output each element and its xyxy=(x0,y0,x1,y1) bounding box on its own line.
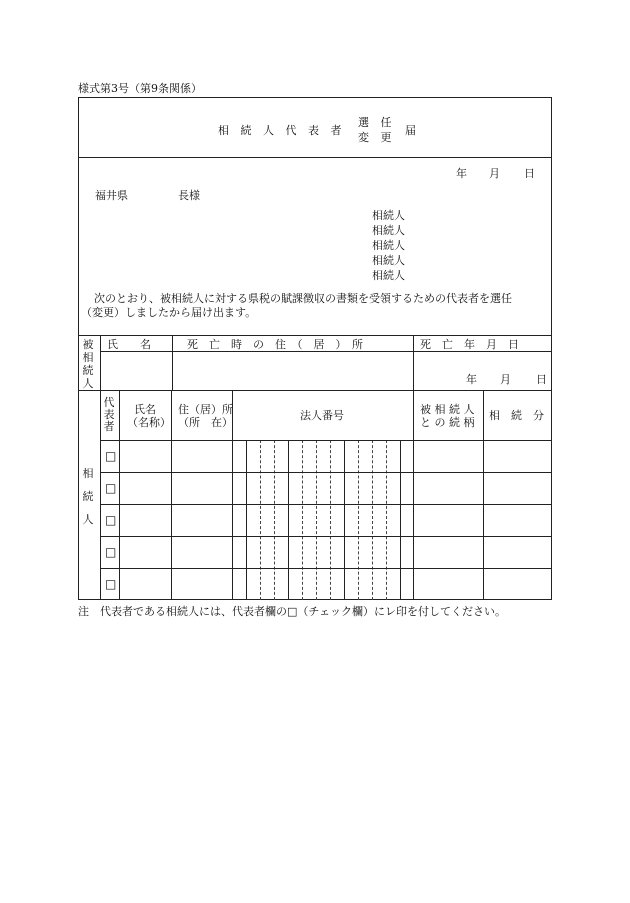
relation-header-line2: と の 続 柄 xyxy=(420,416,475,429)
row-divider xyxy=(100,440,552,441)
date-month: 月 xyxy=(489,167,500,180)
rep-header: 代 表 者 xyxy=(103,396,115,433)
representative-checkbox[interactable]: □ xyxy=(105,545,117,559)
corp-digit-divider xyxy=(372,440,373,600)
date-year: 年 xyxy=(456,167,467,180)
deceased-name-header: 氏 名 xyxy=(107,338,151,351)
deceased-name-field[interactable] xyxy=(101,352,171,389)
corp-digit-divider xyxy=(358,440,359,600)
corp-digit-divider xyxy=(302,440,303,600)
title-option-change: 変 更 xyxy=(358,131,396,144)
title-suffix: 届 xyxy=(405,124,416,137)
body-text-line1: 次のとおり、被相続人に対する県税の賦課徴収の書類を受領するための代表者を選任 xyxy=(94,292,512,305)
death-month: 月 xyxy=(500,373,511,386)
title-divider xyxy=(78,157,552,158)
deceased-col-border xyxy=(413,335,414,390)
representative-checkbox[interactable]: □ xyxy=(105,449,117,463)
heir-signature: 相続人 xyxy=(372,254,405,267)
date-day: 日 xyxy=(524,167,535,180)
heir-signature: 相続人 xyxy=(372,239,405,252)
title-main: 相 続 人 代 表 者 xyxy=(218,124,346,137)
title-option-appoint: 選 任 xyxy=(358,116,396,129)
relation-header-line1: 被 相 続 人 xyxy=(420,403,475,416)
addressee-prefix: 福井県 xyxy=(95,189,128,202)
death-year: 年 xyxy=(466,373,477,386)
deceased-address-header: 死 亡 時 の 住 （ 居 ） 所 xyxy=(187,338,363,351)
representative-checkbox[interactable]: □ xyxy=(105,513,117,527)
corp-digit-divider xyxy=(246,440,247,600)
corp-digit-divider xyxy=(274,440,275,600)
footnote: 注 代表者である相続人には、代表者欄の□（チェック欄）にレ印を付してください。 xyxy=(78,605,507,618)
share-header: 相 続 分 xyxy=(489,409,544,422)
heirs-section-divider xyxy=(78,390,552,391)
row-divider xyxy=(100,536,552,537)
heirs-side-label: 相 続 人 xyxy=(82,467,94,526)
corp-digit-divider xyxy=(400,440,401,600)
deceased-address-field[interactable] xyxy=(173,352,412,389)
name-header-line1: 氏名 xyxy=(134,403,156,416)
corp-digit-divider xyxy=(344,440,345,600)
deceased-side-label: 被 相 続 人 xyxy=(82,338,94,390)
corp-digit-divider xyxy=(386,440,387,600)
corp-number-header: 法人番号 xyxy=(300,409,344,422)
addressee-suffix: 長様 xyxy=(178,189,200,202)
heir-signature: 相続人 xyxy=(372,269,405,282)
row-divider xyxy=(100,504,552,505)
corp-digit-divider xyxy=(260,440,261,600)
heir-signature: 相続人 xyxy=(372,209,405,222)
deceased-death-date-header: 死 亡 年 月 日 xyxy=(420,338,519,351)
name-header-line2: （名称） xyxy=(127,416,171,429)
heir-signature: 相続人 xyxy=(372,224,405,237)
body-text-line2: （変更）しましたから届け出ます。 xyxy=(81,306,257,319)
representative-checkbox[interactable]: □ xyxy=(105,481,117,495)
row-divider xyxy=(100,568,552,569)
corp-digit-divider xyxy=(316,440,317,600)
address-header-line2: （所 在） xyxy=(178,416,233,429)
death-day: 日 xyxy=(536,373,547,386)
corp-digit-divider xyxy=(330,440,331,600)
row-divider xyxy=(100,472,552,473)
address-header-line1: 住（居）所 xyxy=(178,403,233,416)
corp-digit-divider xyxy=(288,440,289,600)
section-divider xyxy=(78,335,552,336)
form-label: 様式第3号（第9条関係） xyxy=(78,82,202,95)
representative-checkbox[interactable]: □ xyxy=(105,577,117,591)
